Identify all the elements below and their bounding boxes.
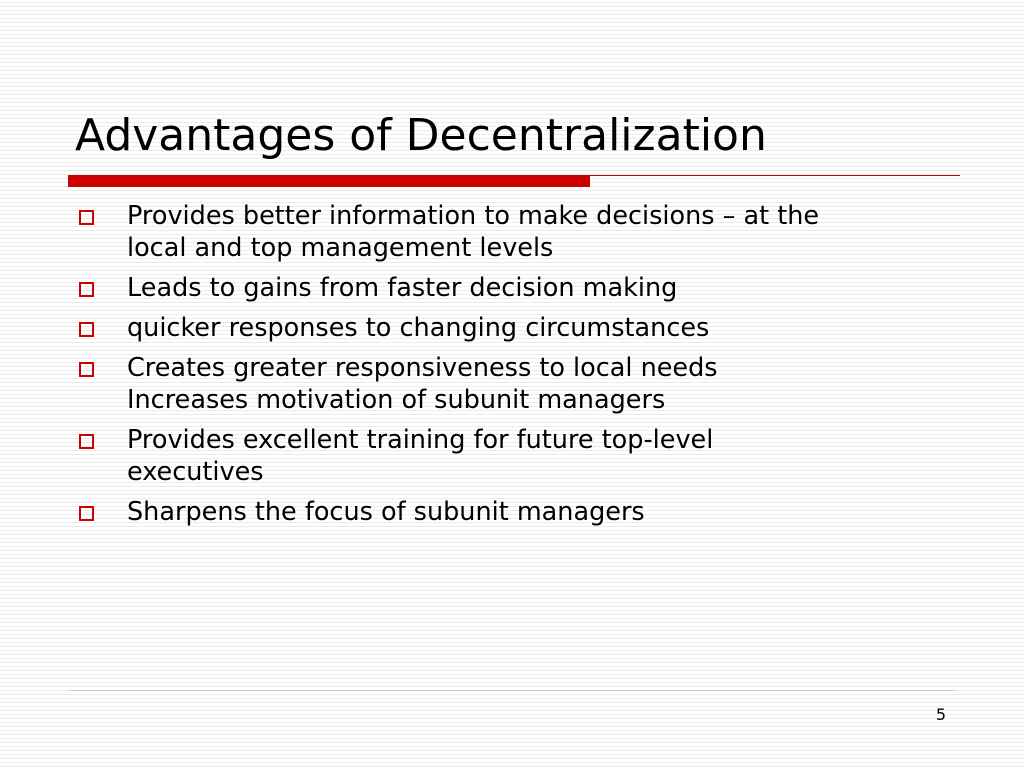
bullet-list: [76, 200, 956, 536]
bullet-text-line: executives: [127, 457, 264, 487]
bullet-text-line: Creates greater responsiveness to local needs: [127, 353, 718, 383]
bullet-text-line: local and top management levels: [127, 233, 554, 263]
bullet-item: [76, 312, 956, 344]
bullet-item: [76, 424, 956, 488]
bullet-text-line: quicker responses to changing circumstances: [127, 313, 710, 343]
hollow-square-icon: [79, 322, 94, 337]
hollow-square-icon: [79, 434, 94, 449]
slide-title: Advantages of Decentralization: [75, 110, 767, 161]
hollow-square-icon: [79, 506, 94, 521]
bullet-item: [76, 496, 956, 528]
bullet-text-line: Provides better information to make decisions – at the: [127, 201, 820, 231]
bullet-text-line: Leads to gains from faster decision making: [127, 273, 678, 303]
title-underline-accent: [68, 175, 590, 187]
footer-divider: [68, 690, 956, 691]
hollow-square-icon: [79, 362, 94, 377]
page-number: 5: [935, 705, 946, 724]
hollow-square-icon: [79, 282, 94, 297]
hollow-square-icon: [79, 210, 94, 225]
bullet-text-line: Increases motivation of subunit managers: [127, 385, 666, 415]
bullet-text-line: Sharpens the focus of subunit managers: [127, 497, 645, 527]
bullet-item: [76, 200, 956, 264]
title-underline-thin: [590, 175, 960, 176]
bullet-text-line: Provides excellent training for future top-level: [127, 425, 714, 455]
bullet-item: [76, 272, 956, 304]
bullet-item: [76, 352, 956, 416]
